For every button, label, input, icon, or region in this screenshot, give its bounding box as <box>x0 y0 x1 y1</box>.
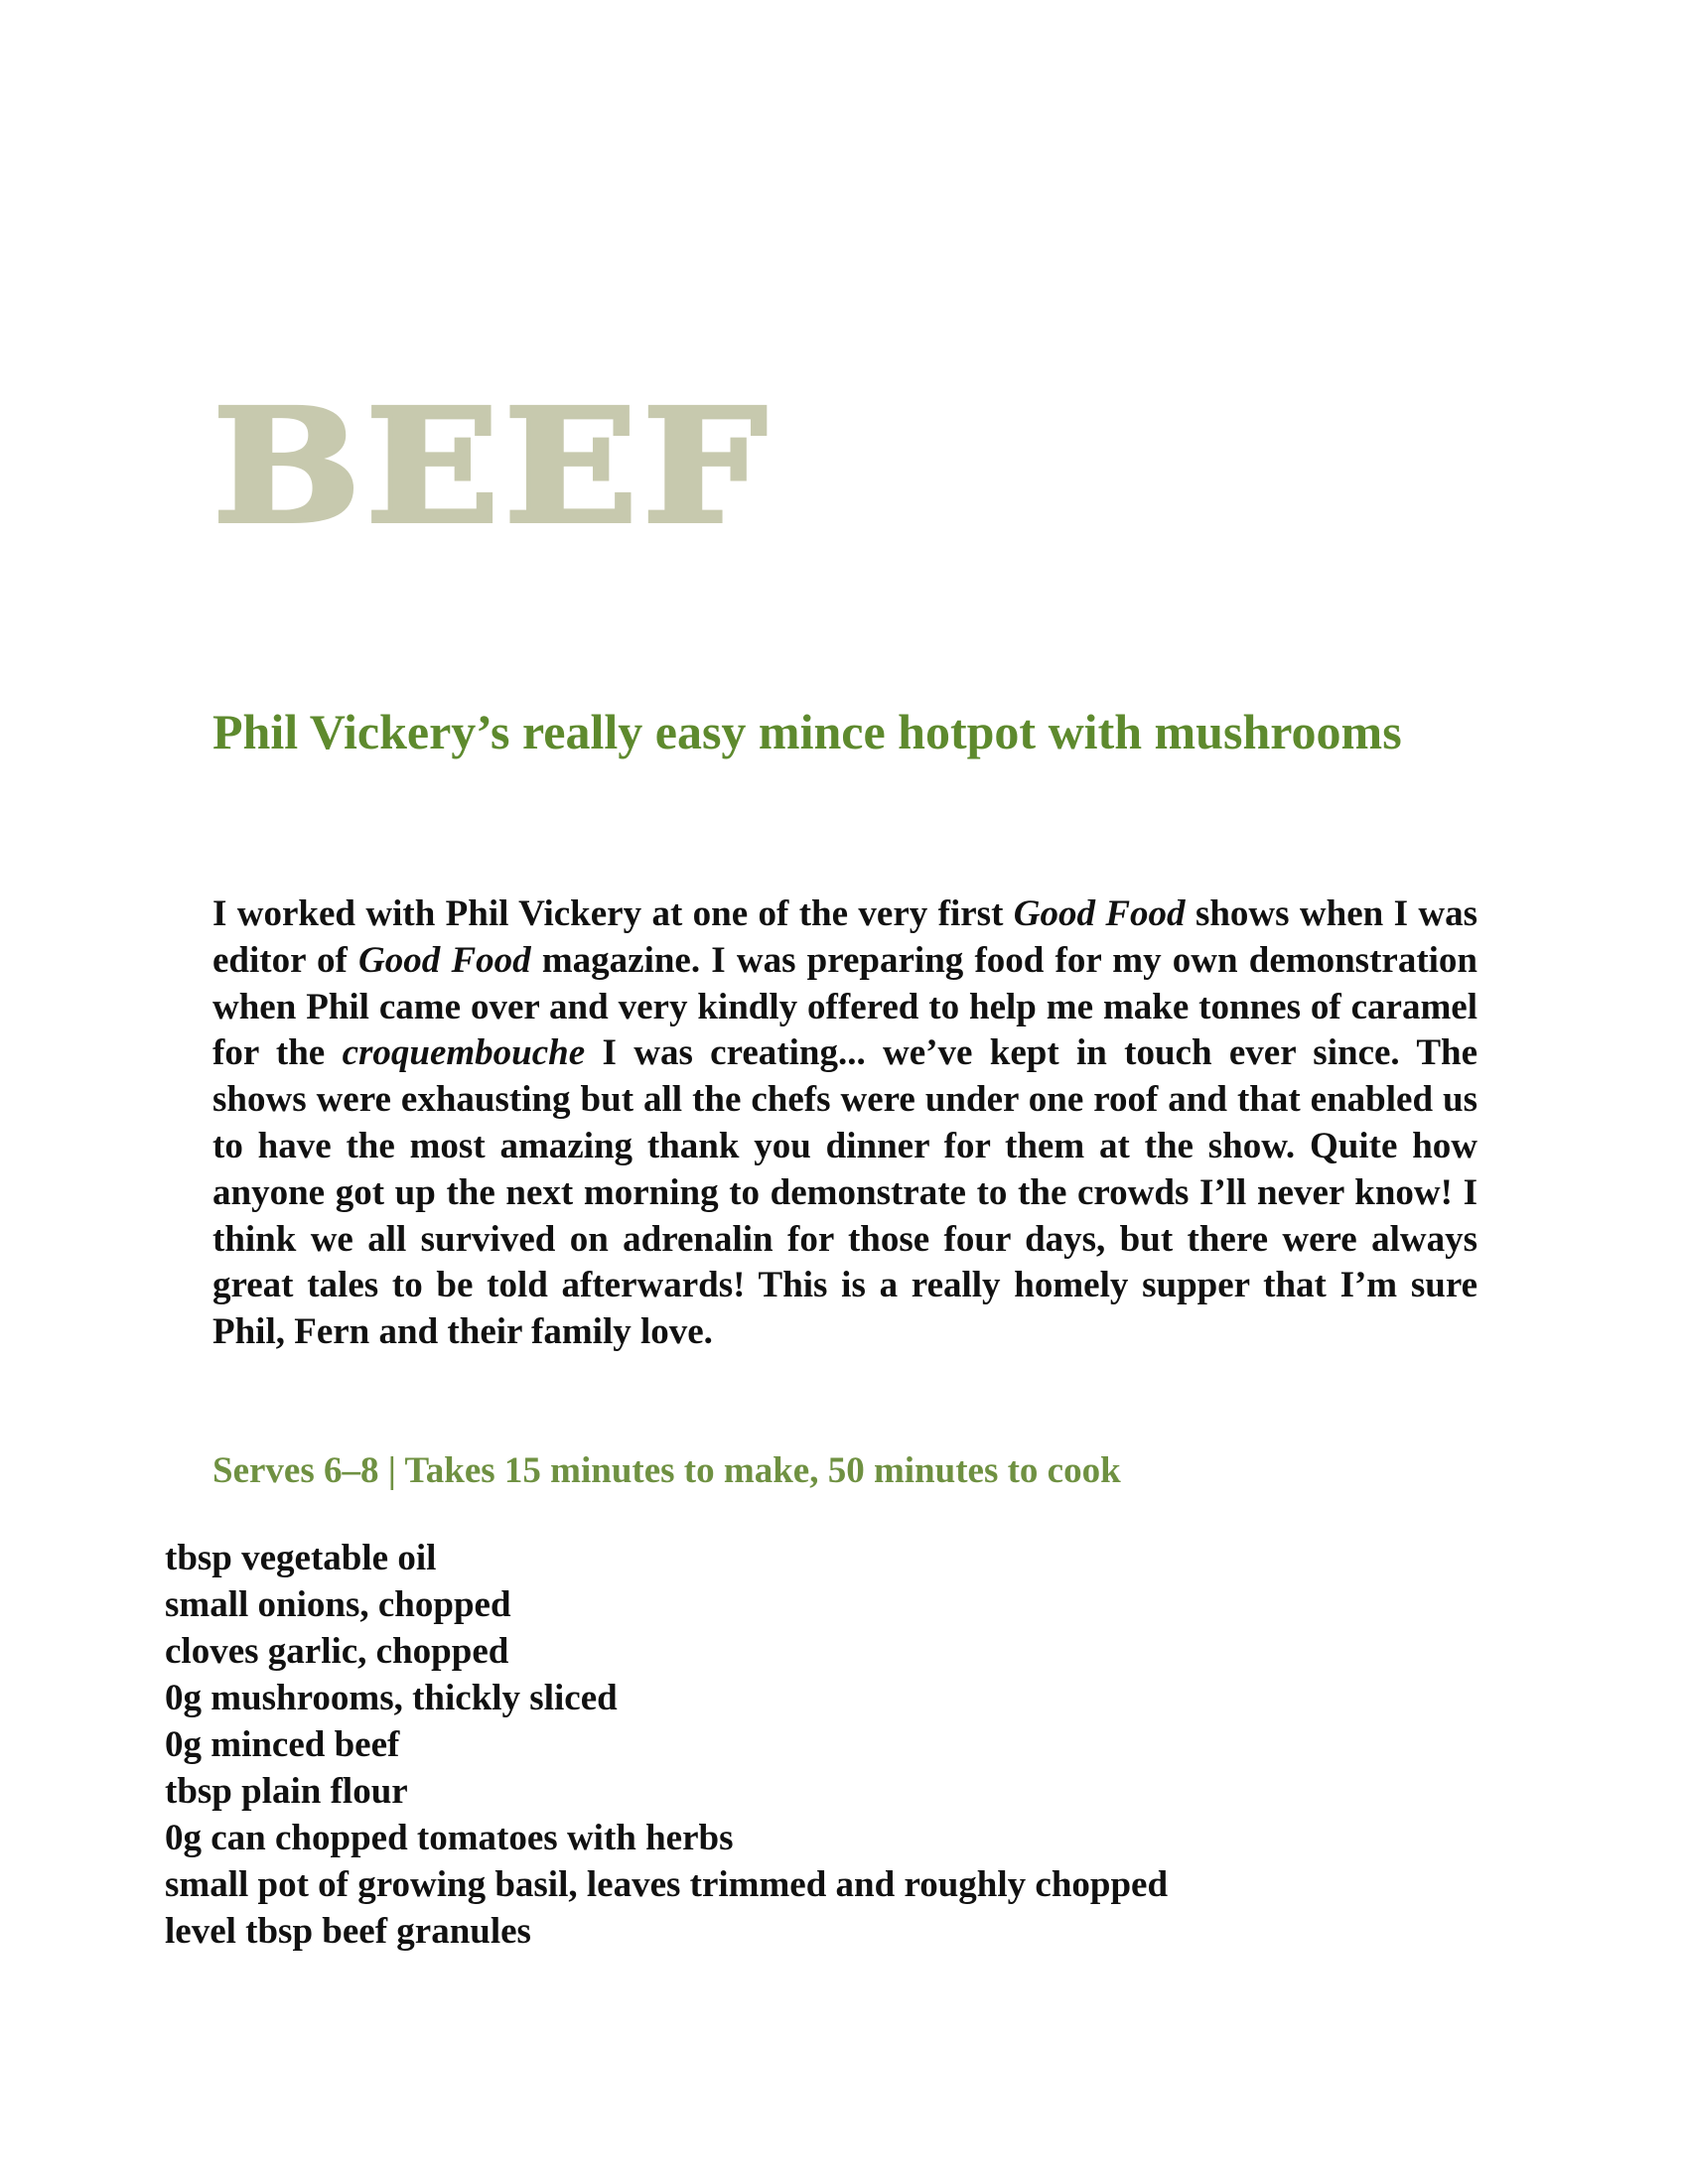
recipe-intro <box>212 891 1477 1356</box>
ingredients-list <box>165 1535 1168 1955</box>
ingredient-item: tbsp plain flour <box>165 1771 408 1812</box>
ingredient-item: 0g minced beef <box>165 1724 400 1765</box>
serves-and-timing: Serves 6–8 | Takes 15 minutes to make, 50 minutes to cook <box>212 1450 1121 1491</box>
ingredient-item: level tbsp beef granules <box>165 1911 531 1952</box>
ingredients-area <box>165 1535 1492 1972</box>
ingredient-item: tbsp vegetable oil <box>165 1538 437 1578</box>
section-heading: BEEF <box>212 375 772 559</box>
ingredient-item: small onions, chopped <box>165 1584 511 1625</box>
recipe-title: Phil Vickery’s really easy mince hotpot with mushrooms <box>212 704 1402 759</box>
intro-italic-3: croquembouche <box>342 1032 586 1074</box>
intro-italic-2: Good Food <box>358 939 531 981</box>
intro-text-4: I was creating... we’ve kept in touch ever since. The shows were exhausting but all the chefs were under one roof and that enabled us to have the most amazing thank you dinner for them at the show. Quite how anyone got up the next morning to demonstrate to the crowds I’ll never know! I think we all survived on adrenalin for those four days, but there were always great tales to be told afterwards! This is a really homely supper that I’m sure Phil, Fern and their family love. <box>212 1032 1477 1353</box>
ingredient-item: 0g can chopped tomatoes with herbs <box>165 1818 734 1858</box>
ingredient-item: cloves garlic, chopped <box>165 1631 509 1672</box>
ingredient-item: small pot of growing basil, leaves trimmed and roughly chopped <box>165 1864 1169 1905</box>
intro-text-1: I worked with Phil Vickery at one of the very first <box>212 893 1014 934</box>
intro-text-3: magazine. I was preparing food for my own demonstration when Phil came over and very kindly offered to help me make tonnes of caramel for the <box>212 939 1477 1074</box>
ingredient-item: 0g mushrooms, thickly sliced <box>165 1678 618 1718</box>
intro-italic-1: Good Food <box>1013 893 1186 934</box>
intro-text-2: shows when I was editor of <box>212 893 1477 981</box>
